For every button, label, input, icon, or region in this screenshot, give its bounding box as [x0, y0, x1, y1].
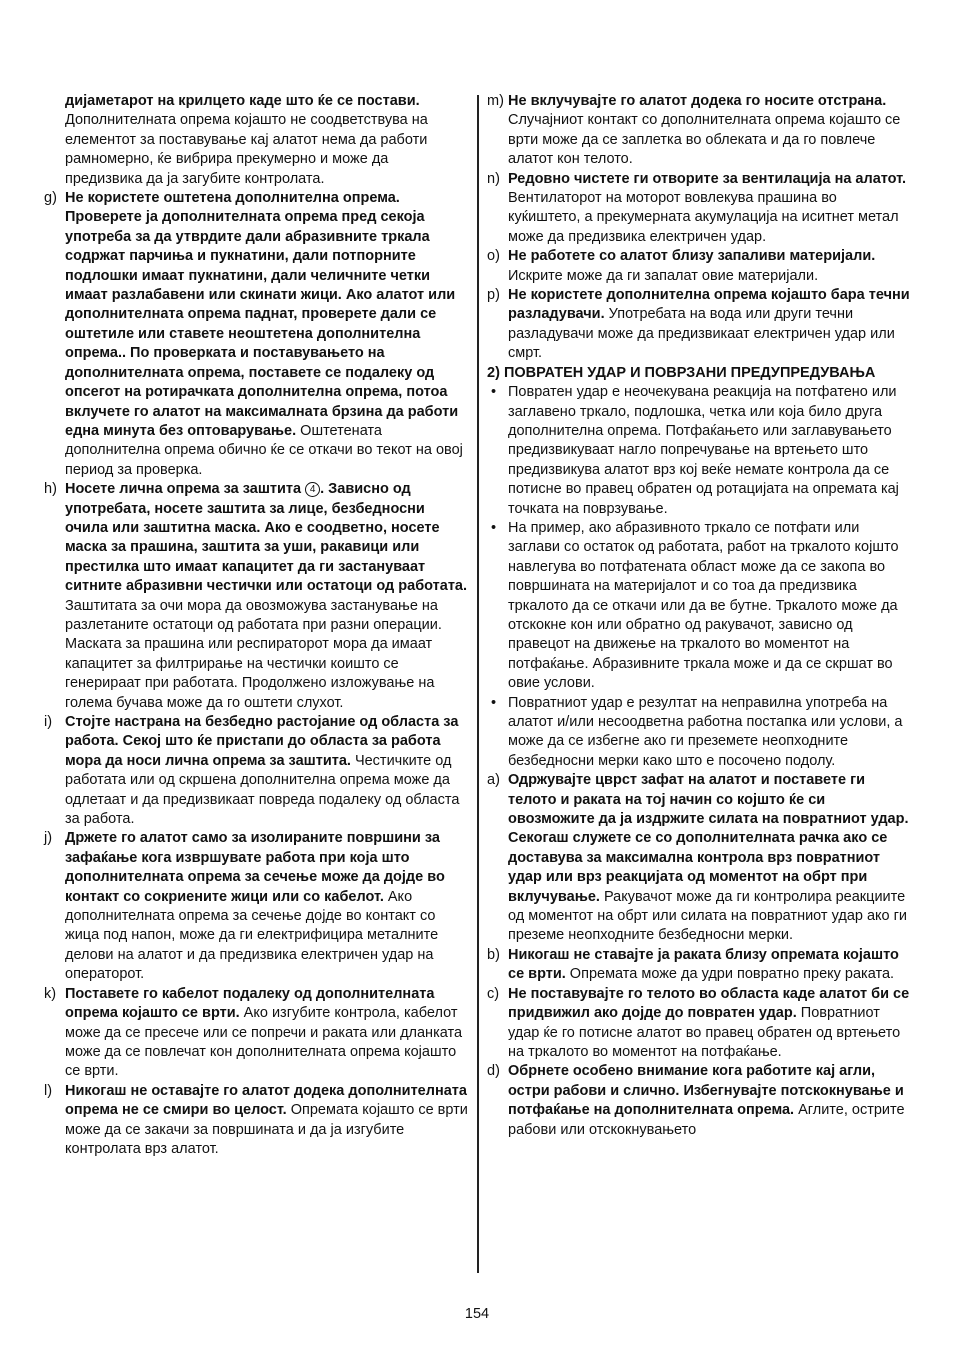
item-h-text: Заштитата за очи мора да овозможува застанување на разлетаните остатоци од работата при разни операции. Маската за прашина или респираторот мора да имаат капацитет за филтрирање на честички коишто се генерираат при работата. Продолжено изложување на голема бучава може да го оштети слухот. — [65, 597, 442, 711]
item-k — [44, 985, 468, 1082]
item-g-bold: Не користете оштетена дополнителна опрема. Проверете ја дополнителната опрема пред секоја употреба за да утврдите дали абразивните тркала содржат парчиња и пукнатини, дали потпорните подлошки имаат пукнатини, дали челичните четки имаат разлабавени или скинати жици. Ако алатот или дополнителната опрема паднат, проверете дали се оштетиле или ставете неоштетена дополнителна опрема.. По проверката и поставувањето на дополнителната опрема, поставете се подалеку од опсегот на ротирачката дополнителна опрема, потоа вклучете го алатот на максималната брзина да работи една минута без оптоварување. — [65, 190, 459, 439]
item-o — [487, 247, 911, 286]
item-m-label: m) — [487, 93, 504, 109]
column-divider — [477, 95, 479, 1273]
bullet-item — [487, 694, 911, 772]
item-b-text: Опремата може да удри повратно преку раката. — [565, 966, 895, 983]
item-p-label: p) — [487, 287, 500, 304]
bullet-item — [487, 519, 911, 694]
item-a-bold: Одржувајте цврст зафат на алатот и поставете ги телото и раката на тој начин со којшто ќе си овозможите да ја издржите силата на повратниот удар. Секогаш служете се со дополнителната рачка ако се доставува за максимална контрола врз повратниот удар или врз реакцијата од моментот на обрт при вклучување. — [508, 772, 909, 905]
item-d-text: Аглите, острите рабови или отскокнувањето — [508, 1102, 905, 1138]
item-n-bold: Редовно чистете ги отворите за вентилација на алатот. — [508, 170, 907, 187]
item-h — [44, 480, 468, 713]
item-o-bold: Не работете со алатот близу запаливи материјали. — [508, 248, 876, 265]
page-number: 154 — [464, 1306, 490, 1322]
item-j-bold: Држете го алатот само за изолираните површини за зафаќање кога извршувате работа при која што дополнителната опрема за сечење може да дојде во контакт со сокриените жици или со кабелот. — [65, 830, 445, 905]
item-l — [44, 1082, 468, 1160]
bullet-icon: • — [491, 694, 497, 711]
section-heading — [487, 364, 911, 383]
item-d-label: d) — [487, 1063, 500, 1080]
item-l-bold: Никогаш не оставајте го алатот додека дополнителната опрема не се смири во целост. — [65, 1082, 467, 1119]
item-k-label: k) — [44, 985, 57, 1002]
item-i — [44, 713, 468, 829]
item-h-label: h) — [44, 481, 57, 498]
item-i-text: Честичките од работата или од скршена дополнителна опрема може да одлетаат и да предизвикаат повреда подалеку од областа за работа. — [65, 752, 460, 828]
item-g-label: g) — [44, 190, 57, 207]
bullet-icon: • — [491, 519, 497, 536]
bullet-text: Повратниот удар е резултат на неправилна употреба на алатот и/или несоодветна работна постапка или услови, а може да се избегне ако ги преземете неопходните безбедносни мерки како што е посочено подолу. — [508, 694, 903, 769]
section-heading-text: ПОВРАТЕН УДАР И ПОВРЗАНИ ПРЕДУПРЕДУВАЊА — [503, 364, 876, 381]
item-c-label: c) — [487, 985, 500, 1002]
item-g-text: Оштетената дополнителна опрема обично ќе се откачи во текот на овој период за проверка. — [65, 422, 463, 478]
item-d-bold: Обрнете особено внимание кога работите кај агли, остри рабови и слично. Избегнувајте потскокнување и потфаќање на дополнителната опрема. — [508, 1063, 904, 1119]
item-b — [487, 946, 911, 985]
item-n-label: n) — [487, 170, 500, 187]
circled-number-icon: 4 — [305, 482, 320, 497]
item-h-bold: Носете лична опрема за заштита — [65, 481, 306, 498]
item-k-text: Ако изгубите контрола, кабелот може да се пресече или се попречи и раката или дланката може да се повлечат кон дополнителната опрема којашто се врти. — [65, 1005, 463, 1080]
section-heading-number: 2) — [487, 364, 500, 381]
item-j-text: Ако дополнителната опрема за сечење дојде во контакт со жица под напон, може да ги електрифицира металните делови на алатот и да предизвика електричен удар на операторот. — [65, 888, 439, 983]
item-a-text: Ракувачот може да ги контролира реакциите од моментот на обрт или силата на повратниот удар ако ги преземе неопходните безбедносни мерки. — [508, 888, 908, 944]
item-p-bold: Не користете дополнителна опрема којашто бара течни разладувачи. — [508, 287, 910, 323]
item-h-bold-2: . Зависно од употребата, носете заштита за лице, безбедносни очила или заштитна маска. Ако е соодветно, носете маска за прашина, заштита за уши, ракавици или престилка што имаат капацитет да ги застануваат ситните абразивни честички или остатоци од работата. — [65, 481, 468, 595]
item-a-label: a) — [487, 772, 500, 789]
left-column — [44, 92, 468, 1159]
item-a — [487, 771, 911, 946]
item-b-label: b) — [487, 946, 500, 963]
item-b-bold: Никогаш не ставајте ја раката близу опремата којашто се врти. — [508, 946, 899, 983]
bullet-icon: • — [491, 384, 497, 401]
bullet-item — [487, 383, 911, 519]
item-d — [487, 1062, 911, 1140]
item-n — [487, 170, 911, 248]
item-n-text: Вентилаторот на моторот вовлекува прашина во куќиштето, а прекумерната акумулација на иситнет метал може да предизвика електричен удар. — [508, 190, 899, 245]
bullet-text: На пример, ако абразивното тркало се потфати или заглави со остаток од работата, работ на тркалото којшто навлегува во потфатената област може да се закопа во површината на материјалот и со тоа да предизвика тркалото да се откачи или да ве бутне. Тркалото може да отскокне кон или обратно од ракувачот, зависно од правецот на движење на тркалото во моментот на потфаќање. Абразивните тркала може и да се скршат во овие услови. — [508, 519, 899, 692]
bullet-text: Повратен удар е неочекувана реакција на потфатено или заглавено тркало, подлошка, четка или која било друга дополнителна опрема. Потфаќањето или заглавувањето предизвикуваат нагло попречување на вртењето што предизвикува алатот врз кој веќе немате контрола да се потисне во правец обратен од ротацијата на опремата кај точката на поврзување. — [508, 384, 899, 517]
item-p — [487, 286, 911, 364]
intro-paragraph — [44, 92, 468, 189]
right-column — [487, 92, 911, 1140]
item-o-text: Искрите може да ги запалат овие материјали. — [508, 267, 819, 284]
item-l-label: l) — [44, 1082, 53, 1099]
item-g — [44, 189, 468, 480]
item-m — [487, 92, 911, 170]
intro-text: Дополнителната опрема којашто не соодветствува на елементот за поставување кај алатот нема да работи рамномерно, ќе вибрира прекумерно и може да предизвика да ја загубите контролата. — [65, 112, 428, 187]
intro-bold: дијаметарот на крилцето каде што ќе се постави. — [65, 93, 420, 109]
item-c — [487, 985, 911, 1063]
item-i-bold: Стојте настрана на безбедно растојание од областа за работа. Секој што ќе пристапи до областа за работа мора да носи лична опрема за заштита. — [65, 714, 459, 769]
item-c-text: Повратниот удар ќе го потисне алатот во правец обратен од вртењето на тркалото во моментот на потфаќање. — [508, 1005, 901, 1060]
item-p-text: Употребата на вода или други течни разладувачи може да предизвикаат електричен удар или смрт. — [508, 306, 895, 362]
item-m-text: Случајниот контакт со дополнителната опрема којашто се врти може да се заплетка во облеката и да го повлече алатот кон телото. — [508, 112, 901, 168]
item-k-bold: Поставете го кабелот подалеку од дополнителната опрема којашто се врти. — [65, 985, 435, 1022]
item-i-label: i) — [44, 714, 53, 730]
item-o-label: o) — [487, 248, 500, 265]
item-j-label: j) — [44, 830, 53, 847]
item-c-bold: Не поставувајте го телото во областа каде алатот би се придвижил ако дојде до повратен удар. — [508, 985, 910, 1022]
item-j — [44, 829, 468, 984]
item-m-bold: Не вклучувајте го алатот додека го носите отстрана. — [508, 93, 887, 109]
item-l-text: Опремата којашто се врти може да се закачи за површината и да ја изгубите контролата врз алатот. — [65, 1102, 468, 1157]
